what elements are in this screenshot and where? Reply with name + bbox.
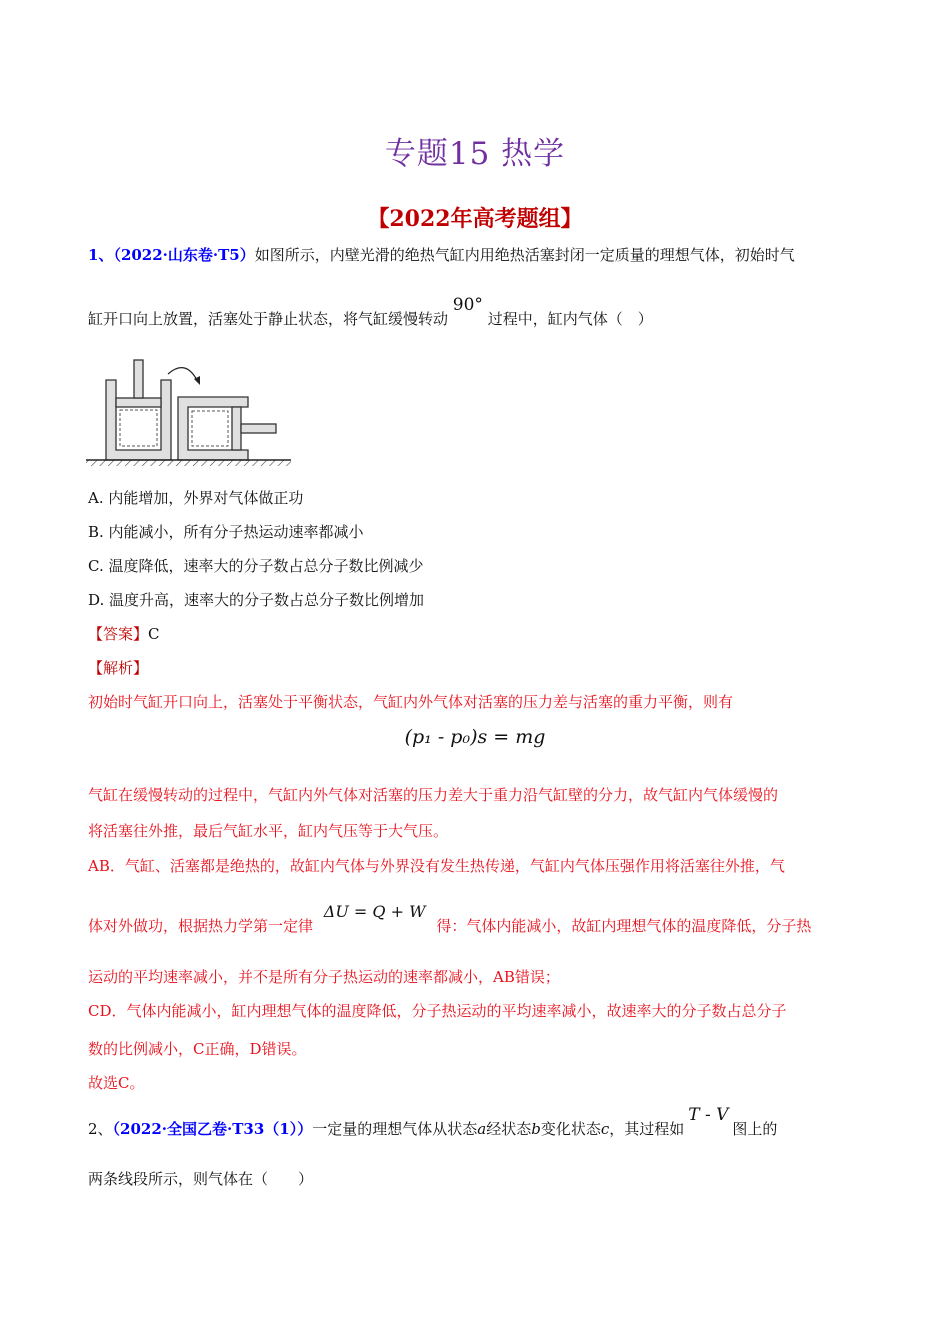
q2-text-a: 一定量的理想气体从状态 — [312, 1120, 478, 1138]
q1-option-d: D. 温度升高，速率大的分子数占总分子数比例增加 — [88, 591, 425, 609]
analysis-p4-line1: CD．气体内能减小，缸内理想气体的温度降低，分子热运动的平均速率减小，故速率大的分子数占总分子 — [88, 1002, 787, 1020]
q1-stem-line2 — [88, 295, 868, 330]
q1-answer — [88, 623, 868, 645]
equilibrium-formula: (p₁ - p₀)s = mg — [404, 726, 546, 748]
analysis-p2-line2: 将活塞往外推，最后气缸水平，缸内气压等于大气压。 — [88, 822, 449, 840]
q1-option-b: B. 内能减小，所有分子热运动速率都减小 — [88, 523, 364, 541]
q1-stem-text2b: 过程中，缸内气体（ ） — [487, 310, 653, 328]
q2-state-b: b — [531, 1120, 541, 1138]
q1-number: 1、 — [88, 246, 114, 264]
upright-cylinder — [106, 360, 171, 460]
q2-state-c: c — [600, 1120, 610, 1138]
horizontal-piston — [232, 407, 241, 450]
q2-text-c: 变化状态 — [540, 1120, 601, 1138]
analysis-p1: 初始时气缸开口向上，活塞处于平衡状态，气缸内外气体对活塞的压力差与活塞的重力平衡，则有 — [88, 693, 734, 711]
ground — [86, 460, 291, 466]
q2-source: （2022·全国乙卷·T33（1）） — [112, 1120, 313, 1138]
analysis-conclusion: 故选C。 — [88, 1074, 145, 1092]
analysis-p3-text-a: 体对外做功，根据热力学第一定律 — [88, 917, 314, 935]
q2-text-e: 图上的 — [732, 1120, 778, 1138]
q2-text-b: 经状态 — [486, 1120, 532, 1138]
analysis-p3-line2 — [88, 902, 868, 937]
analysis-p3-line1: AB．气缸、活塞都是绝热的，故缸内气体与外界没有发生热传递，气缸内气体压强作用将活塞往外推，气 — [88, 857, 785, 875]
q2-graph-label: T - V — [688, 1105, 729, 1125]
analysis-p2-line1: 气缸在缓慢转动的过程中，气缸内外气体对活塞的压力差大于重力沿气缸壁的分力，故气缸内气体缓慢的 — [88, 786, 779, 804]
upright-piston — [116, 398, 161, 407]
analysis-label: 【解析】 — [88, 659, 149, 677]
q2-number: 2、 — [88, 1120, 113, 1138]
q1-source: （2022·山东卷·T5） — [113, 246, 255, 264]
page-title: 专题15 热学 — [384, 136, 566, 172]
q1-option-a: A. 内能增加，外界对气体做正功 — [88, 489, 304, 507]
q1-option-c: C. 温度降低，速率大的分子数占总分子数比例减少 — [88, 557, 424, 575]
answer-value: C — [148, 625, 160, 643]
q2-text-d: ，其过程如 — [609, 1120, 685, 1138]
answer-label: 【答案】 — [88, 625, 149, 643]
rotation-arrow — [168, 368, 198, 382]
q1-stem-line1 — [88, 244, 868, 266]
q2-state-a: a — [477, 1120, 487, 1138]
analysis-p4-line2: 数的比例减小，C正确，D错误。 — [88, 1040, 307, 1058]
cylinder-rotation-figure — [86, 352, 296, 468]
analysis-p3-text-b: 得：气体内能减小，故缸内理想气体的温度降低，分子热 — [436, 917, 812, 935]
upright-piston-rod — [134, 360, 143, 398]
q2-stem-line1 — [88, 1105, 868, 1140]
q1-stem-text2a: 缸开口向上放置，活塞处于静止状态，将气缸缓慢转动 — [88, 310, 449, 328]
horizontal-piston-rod — [241, 424, 276, 433]
group-title: 【2022年高考题组】 — [367, 206, 583, 232]
first-law-formula: ΔU = Q + W — [323, 902, 426, 921]
analysis-p3-line3: 运动的平均速率减小，并不是所有分子热运动的速率都减小，AB错误； — [88, 968, 560, 986]
q1-stem-text1: 如图所示，内壁光滑的绝热气缸内用绝热活塞封闭一定质量的理想气体，初始时气 — [254, 246, 795, 264]
q1-angle: 90° — [452, 295, 483, 315]
horizontal-cylinder — [178, 397, 276, 460]
q2-stem-line2: 两条线段所示，则气体在（ ） — [88, 1170, 314, 1188]
